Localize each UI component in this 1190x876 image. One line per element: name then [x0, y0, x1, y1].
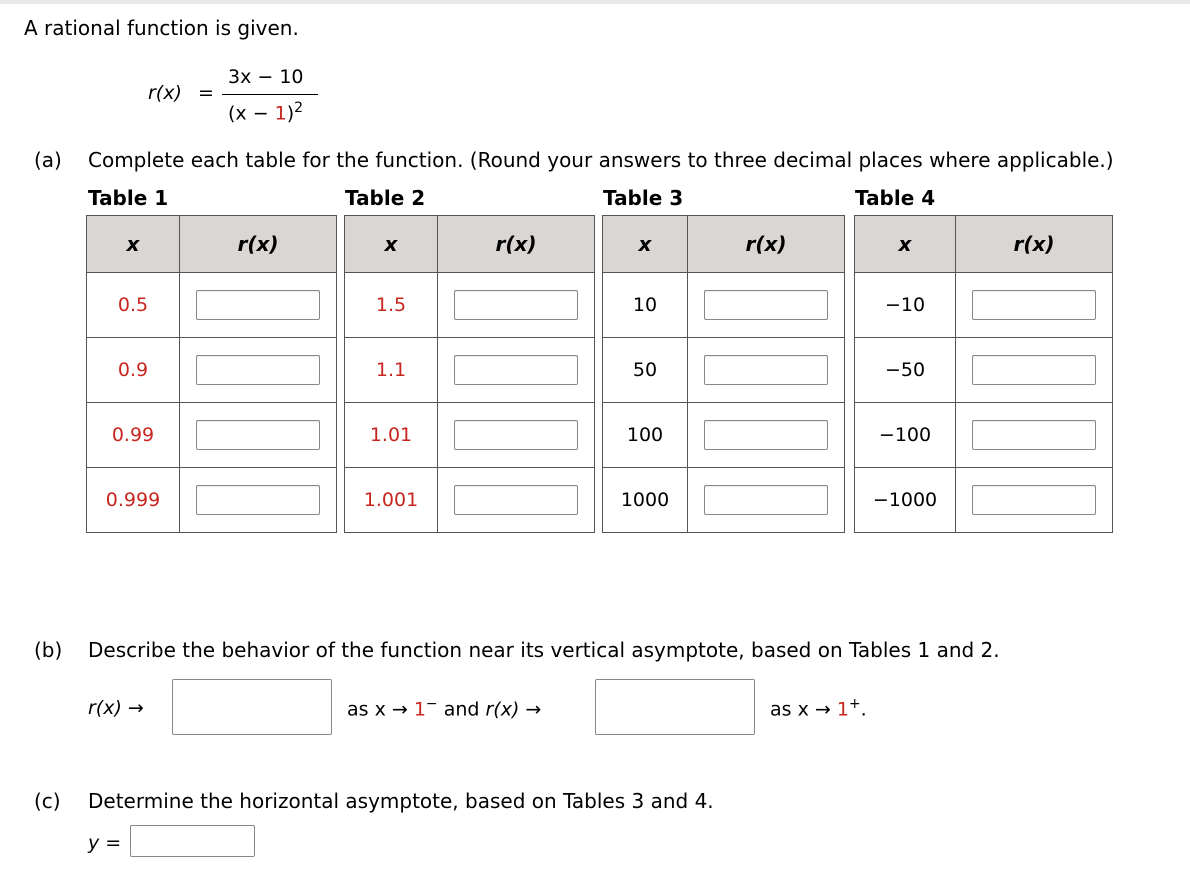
- rx-answer-input[interactable]: [454, 355, 578, 385]
- fraction-bar: [222, 94, 318, 95]
- x-value: −1000: [855, 468, 956, 533]
- x-value: 0.9: [87, 338, 180, 403]
- part-c-label: (c): [34, 789, 61, 813]
- rx-answer-input[interactable]: [454, 420, 578, 450]
- col-x-header: x: [855, 216, 956, 273]
- x-value: 0.999: [87, 468, 180, 533]
- part-a-instructions: Complete each table for the function. (Round your answers to three decimal places where applicable.): [88, 148, 1114, 172]
- right-approach-text: as x → 1+.: [770, 696, 867, 721]
- rx-answer-input[interactable]: [454, 290, 578, 320]
- part-b-lhs: r(x) →: [88, 697, 144, 719]
- right-limit-answer-input[interactable]: [595, 679, 755, 735]
- x-value: −10: [855, 273, 956, 338]
- x-value: 50: [603, 338, 688, 403]
- x-value: 1000: [603, 468, 688, 533]
- col-rx-header: r(x): [688, 216, 845, 273]
- rx-answer-input[interactable]: [704, 420, 828, 450]
- rx-answer-input[interactable]: [704, 290, 828, 320]
- part-b-label: (b): [34, 638, 63, 662]
- left-limit-answer-input[interactable]: [172, 679, 332, 735]
- col-rx-header: r(x): [956, 216, 1113, 273]
- x-value: 1.001: [345, 468, 438, 533]
- x-value: 100: [603, 403, 688, 468]
- x-value: 0.5: [87, 273, 180, 338]
- rx-answer-input[interactable]: [972, 355, 1096, 385]
- rx-answer-input[interactable]: [704, 355, 828, 385]
- x-value: −50: [855, 338, 956, 403]
- col-rx-header: r(x): [438, 216, 595, 273]
- x-value: −100: [855, 403, 956, 468]
- x-value: 1.5: [345, 273, 438, 338]
- table-1: [86, 215, 337, 533]
- part-a-label: (a): [34, 148, 62, 172]
- rx-answer-input[interactable]: [454, 485, 578, 515]
- table-2: [344, 215, 595, 533]
- table-4-title: Table 4: [855, 186, 936, 210]
- col-x-header: x: [603, 216, 688, 273]
- function-equals: =: [198, 82, 214, 104]
- part-c-lhs: y =: [88, 832, 122, 854]
- function-denominator: $(x - 1)^2$: [228, 100, 304, 125]
- col-x-header: x: [345, 216, 438, 273]
- rx-answer-input[interactable]: [196, 290, 320, 320]
- table-4: [854, 215, 1113, 533]
- table-3-title: Table 3: [603, 186, 684, 210]
- function-lhs: r(x): [148, 82, 182, 104]
- rx-answer-input[interactable]: [972, 485, 1096, 515]
- horizontal-asymptote-input[interactable]: [130, 825, 255, 857]
- rx-answer-input[interactable]: [972, 290, 1096, 320]
- col-rx-header: r(x): [180, 216, 337, 273]
- x-value: 0.99: [87, 403, 180, 468]
- rx-answer-input[interactable]: [196, 355, 320, 385]
- table-3: [602, 215, 845, 533]
- x-value: 1.01: [345, 403, 438, 468]
- rx-answer-input[interactable]: [196, 485, 320, 515]
- table-2-title: Table 2: [345, 186, 426, 210]
- function-numerator: 3x − 10: [228, 66, 304, 88]
- col-x-header: x: [87, 216, 180, 273]
- part-b-instructions: Describe the behavior of the function near its vertical asymptote, based on Tables 1 and 2.: [88, 638, 1000, 662]
- top-divider: [0, 0, 1190, 4]
- rx-answer-input[interactable]: [972, 420, 1096, 450]
- x-value: 1.1: [345, 338, 438, 403]
- table-1-title: Table 1: [88, 186, 169, 210]
- rx-answer-input[interactable]: [196, 420, 320, 450]
- part-c-instructions: Determine the horizontal asymptote, based on Tables 3 and 4.: [88, 789, 714, 813]
- rx-answer-input[interactable]: [704, 485, 828, 515]
- left-approach-text: as x → 1− and r(x) →: [347, 696, 542, 721]
- x-value: 10: [603, 273, 688, 338]
- intro-text: A rational function is given.: [24, 16, 299, 40]
